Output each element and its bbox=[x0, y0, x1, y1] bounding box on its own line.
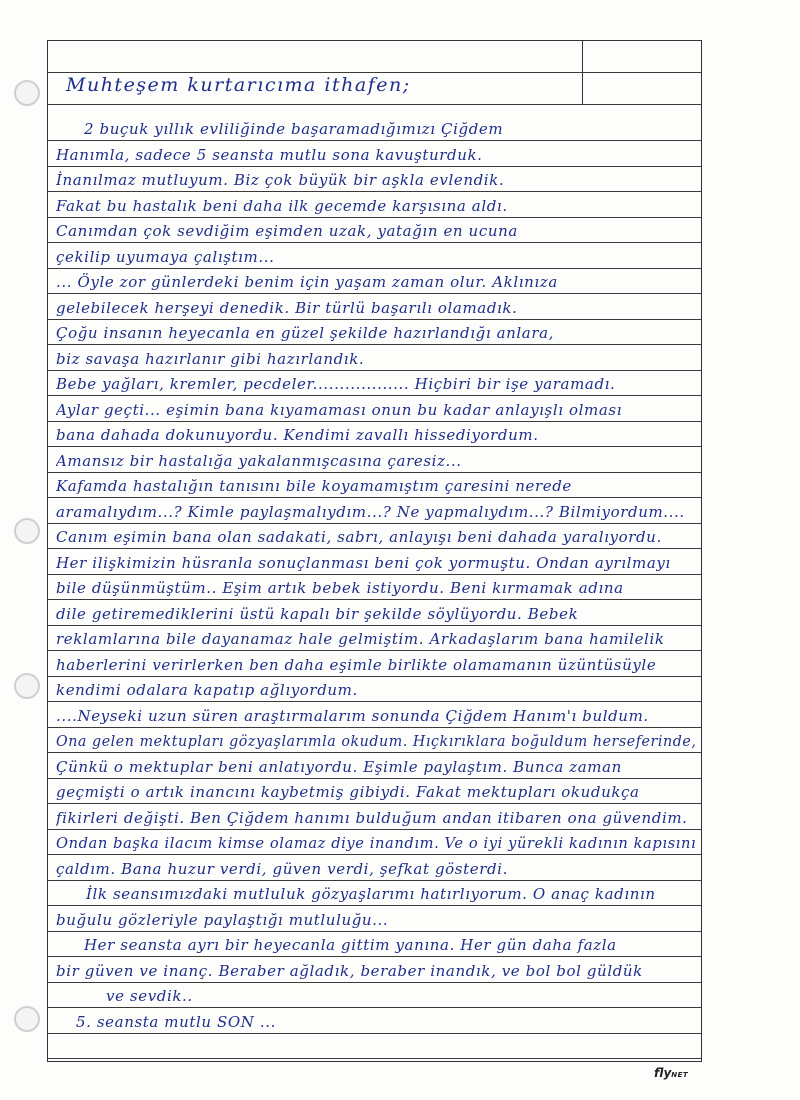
brand-suffix: NET bbox=[671, 1071, 689, 1079]
ruled-line bbox=[47, 548, 702, 549]
handwritten-line: İlk seansımızdaki mutluluk gözyaşlarımı hatırlıyorum. O anaç kadının bbox=[86, 885, 656, 903]
handwritten-line: 2 buçuk yıllık evliliğinde başaramadığımızı Çiğdem bbox=[84, 120, 504, 138]
ruled-line bbox=[47, 293, 702, 294]
ruled-line bbox=[47, 191, 702, 192]
ruled-line bbox=[47, 650, 702, 651]
ruled-line bbox=[47, 752, 702, 753]
ruled-line bbox=[47, 497, 702, 498]
binder-hole bbox=[14, 80, 40, 106]
handwritten-line: ... Öyle zor günlerdeki benim için yaşam zaman olur. Aklınıza bbox=[56, 273, 558, 291]
ruled-line bbox=[47, 931, 702, 932]
ruled-line bbox=[47, 701, 702, 702]
ruled-line bbox=[47, 1033, 702, 1034]
ruled-line bbox=[47, 1007, 702, 1008]
handwritten-line: Fakat bu hastalık beni daha ilk gecemde karşısına aldı. bbox=[56, 196, 508, 215]
binder-hole bbox=[14, 1006, 40, 1032]
ruled-line bbox=[47, 574, 702, 575]
handwritten-line: ve sevdik.. bbox=[106, 987, 193, 1005]
page-title: Muhteşem kurtarıcıma ithafen; bbox=[66, 74, 411, 96]
ruled-line bbox=[47, 104, 702, 105]
ruled-line bbox=[47, 472, 702, 473]
ruled-line bbox=[47, 242, 702, 243]
ruled-line bbox=[47, 727, 702, 728]
ruled-line bbox=[47, 982, 702, 983]
ruled-line bbox=[47, 72, 702, 73]
handwritten-line: Ondan başka ilacım kimse olamaz diye inandım. Ve o iyi yürekli kadının kapısını bbox=[56, 834, 697, 852]
handwritten-line: gelebilecek herşeyi denedik. Bir türlü başarılı olamadık. bbox=[56, 298, 518, 317]
ruled-line bbox=[47, 803, 702, 804]
ruled-line bbox=[47, 905, 702, 906]
handwritten-line: Ona gelen mektupları gözyaşlarımla okudum. Hıçkırıklara boğuldum herseferinde, bbox=[56, 732, 697, 750]
handwritten-line: Canım eşimin bana olan sadakati, sabrı, anlayışı beni dahada yaralıyordu. bbox=[56, 528, 662, 546]
handwritten-line: dile getiremediklerini üstü kapalı bir şekilde söylüyordu. Bebek bbox=[56, 604, 579, 623]
binder-hole bbox=[14, 518, 40, 544]
handwritten-line: geçmişti o artık inancını kaybetmiş gibiydi. Fakat mektupları okudukça bbox=[56, 783, 640, 801]
ruled-line bbox=[47, 599, 702, 600]
handwritten-line: fikirleri değişti. Ben Çiğdem hanımı bulduğum andan itibaren ona güvendim. bbox=[56, 808, 688, 827]
ruled-line bbox=[47, 166, 702, 167]
handwritten-line: çekilip uyumaya çalıştım... bbox=[56, 247, 275, 266]
ruled-line bbox=[47, 676, 702, 677]
brand-name: fly bbox=[654, 1066, 672, 1080]
handwritten-line: haberlerini verirlerken ben daha eşimle birlikte olamamanın üzüntüsüyle bbox=[56, 655, 657, 674]
handwritten-line: Canımdan çok sevdiğim eşimden uzak, yatağın en ucuna bbox=[56, 222, 518, 240]
ruled-line bbox=[47, 854, 702, 855]
handwritten-line: Hanımla, sadece 5 seansta mutlu sona kavuşturduk. bbox=[56, 145, 483, 164]
handwritten-line: Çünkü o mektuplar beni anlatıyordu. Eşimle paylaştım. Bunca zaman bbox=[56, 757, 622, 776]
ruled-line bbox=[47, 268, 702, 269]
ruled-line bbox=[47, 421, 702, 422]
handwritten-line: Her seansta ayrı bir heyecanla gittim yanına. Her gün daha fazla bbox=[84, 936, 617, 954]
handwritten-line: bile düşünmüştüm.. Eşim artık bebek istiyordu. Beni kırmamak adına bbox=[56, 579, 624, 597]
handwritten-line: Aylar geçti... eşimin bana kıyamaması onun bu kadar anlayışlı olması bbox=[56, 400, 623, 419]
handwritten-line: Her ilişkimizin hüsranla sonuçlanması beni çok yormuştu. Ondan ayrılmayı bbox=[56, 553, 671, 572]
ruled-line bbox=[47, 217, 702, 218]
ruled-line bbox=[47, 778, 702, 779]
binder-hole bbox=[14, 673, 40, 699]
page-frame bbox=[47, 40, 702, 1062]
handwritten-line: 5. seansta mutlu SON ... bbox=[76, 1012, 277, 1031]
handwritten-line: Bebe yağları, kremler, pecdeler.................. Hiçbiri bir işe yaramadı. bbox=[56, 375, 616, 393]
handwritten-line: Çoğu insanın heyecanla en güzel şekilde hazırlandığı anlara, bbox=[56, 324, 555, 342]
handwritten-line: Amansız bir hastalığa yakalanmışcasına çaresiz... bbox=[56, 451, 462, 470]
handwritten-line: ....Neyseki uzun süren araştırmalarım sonunda Çiğdem Hanım'ı buldum. bbox=[56, 706, 649, 725]
ruled-line bbox=[47, 370, 702, 371]
ruled-line bbox=[47, 1058, 702, 1059]
handwritten-line: biz savaşa hazırlanır gibi hazırlandık. bbox=[56, 349, 365, 368]
ruled-line bbox=[47, 523, 702, 524]
handwritten-line: bir güven ve inanç. Beraber ağladık, beraber inandık, ve bol bol güldük bbox=[56, 961, 643, 980]
ruled-line bbox=[47, 829, 702, 830]
handwritten-line: kendimi odalara kapatıp ağlıyordum. bbox=[56, 681, 358, 699]
ruled-line bbox=[47, 395, 702, 396]
ruled-line bbox=[47, 319, 702, 320]
ruled-line bbox=[47, 344, 702, 345]
handwritten-line: reklamlarına bile dayanamaz hale gelmiştim. Arkadaşlarım bana hamilelik bbox=[56, 630, 665, 648]
handwritten-line: bana dahada dokunuyordu. Kendimi zavallı hissediyordum. bbox=[56, 426, 539, 444]
ruled-line bbox=[47, 625, 702, 626]
ruled-line bbox=[47, 880, 702, 881]
ruled-line bbox=[47, 446, 702, 447]
ruled-line bbox=[47, 956, 702, 957]
ruled-line bbox=[47, 140, 702, 141]
handwritten-line: çaldım. Bana huzur verdi, güven verdi, şefkat gösterdi. bbox=[56, 859, 508, 878]
handwritten-line: Kafamda hastalığın tanısını bile koyamamıştım çaresini nerede bbox=[56, 477, 572, 495]
paper-brand-logo bbox=[654, 1066, 688, 1080]
handwritten-line: İnanılmaz mutluyum. Biz çok büyük bir aşkla evlendik. bbox=[56, 171, 505, 189]
handwritten-line: aramalıydım...? Kimle paylaşmalıydım...? Ne yapmalıydım...? Bilmiyordum.... bbox=[56, 502, 685, 521]
handwritten-line: buğulu gözleriyle paylaştığı mutluluğu... bbox=[56, 910, 389, 929]
